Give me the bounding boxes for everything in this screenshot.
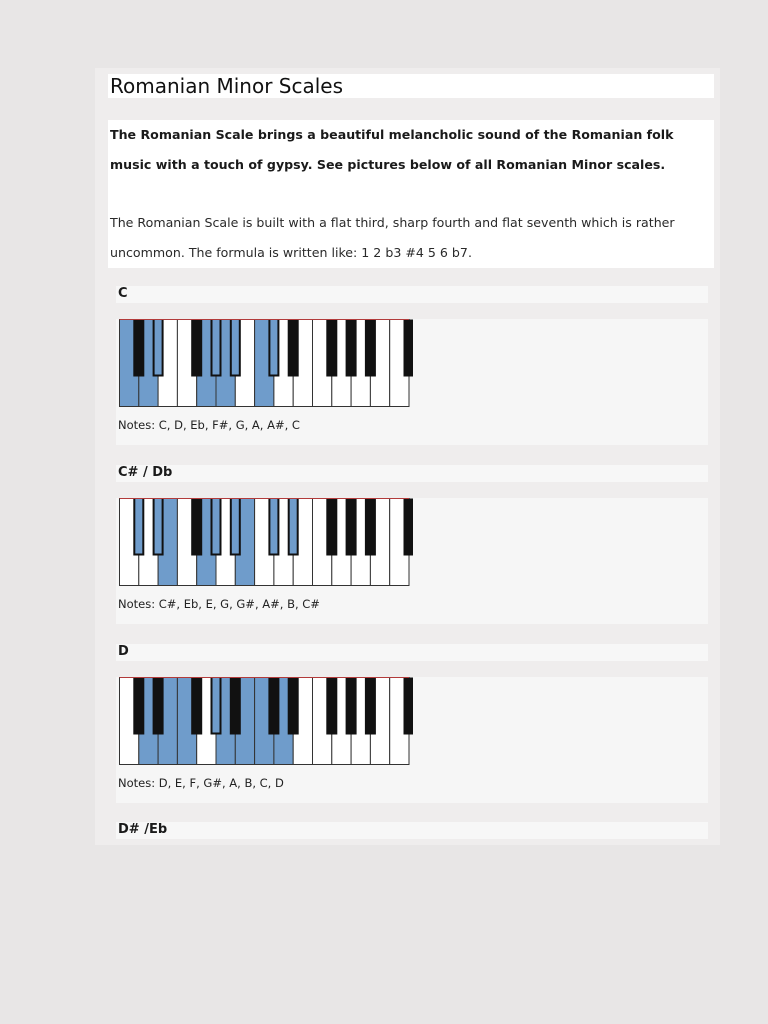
- scale-panel-c-sharp: [116, 498, 708, 624]
- scale-panel-d: [116, 677, 708, 803]
- black-key: [133, 320, 144, 377]
- black-key: [153, 678, 164, 735]
- black-key: [191, 320, 202, 377]
- scale-notes: Notes: D, E, F, G#, A, B, C, D: [118, 776, 284, 790]
- black-key-highlight: [135, 499, 142, 554]
- black-key: [191, 678, 202, 735]
- black-key: [326, 499, 337, 556]
- black-key: [288, 320, 299, 377]
- black-key: [268, 678, 279, 735]
- black-key-highlight: [155, 320, 162, 375]
- black-key: [230, 678, 241, 735]
- scale-name: D# /Eb: [118, 822, 168, 837]
- scale-notes: Notes: C, D, Eb, F#, G, A, A#, C: [118, 418, 300, 432]
- black-key: [365, 499, 376, 556]
- black-key: [365, 678, 376, 735]
- black-key-highlight: [213, 499, 220, 554]
- black-key: [191, 499, 202, 556]
- black-key: [404, 678, 414, 735]
- piano-keyboard: [119, 677, 413, 766]
- intro-body: The Romanian Scale is built with a flat third, sharp fourth and flat seventh which is rather uncommon. The formula is written like: 1 2 b3 #4 5 6 b7.: [110, 215, 675, 260]
- intro-lead: The Romanian Scale brings a beautiful melancholic sound of the Romanian folk music with a touch of gypsy. See pictures below of all Romanian Minor scales.: [110, 127, 674, 172]
- scale-panel-c: [116, 319, 708, 445]
- scale-name: C: [118, 286, 128, 301]
- scale-notes: Notes: C#, Eb, E, G, G#, A#, B, C#: [118, 597, 320, 611]
- black-key: [346, 678, 357, 735]
- black-key: [346, 499, 357, 556]
- black-key: [288, 678, 299, 735]
- intro-section: [108, 120, 714, 268]
- page-content: [95, 68, 720, 845]
- scale-name: C# / Db: [118, 465, 173, 480]
- scale-heading-d: [116, 644, 708, 661]
- black-key: [326, 678, 337, 735]
- black-key: [365, 320, 376, 377]
- black-key-highlight: [213, 320, 220, 375]
- black-key-highlight: [232, 499, 239, 554]
- black-key-highlight: [232, 320, 239, 375]
- title-bar: [108, 74, 714, 98]
- black-key-highlight: [155, 499, 162, 554]
- scale-heading-c-sharp: [116, 465, 708, 482]
- scale-heading-d-sharp: [116, 822, 708, 839]
- piano-keyboard: [119, 319, 413, 408]
- black-key: [346, 320, 357, 377]
- scale-name: D: [118, 644, 129, 659]
- scale-heading-c: [116, 286, 708, 303]
- black-key: [133, 678, 144, 735]
- piano-keyboard: [119, 498, 413, 587]
- black-key-highlight: [290, 499, 297, 554]
- black-key: [326, 320, 337, 377]
- page-title: Romanian Minor Scales: [110, 74, 344, 98]
- black-key-highlight: [270, 320, 277, 375]
- black-key: [404, 499, 414, 556]
- black-key-highlight: [213, 678, 220, 733]
- black-key-highlight: [270, 499, 277, 554]
- black-key: [404, 320, 414, 377]
